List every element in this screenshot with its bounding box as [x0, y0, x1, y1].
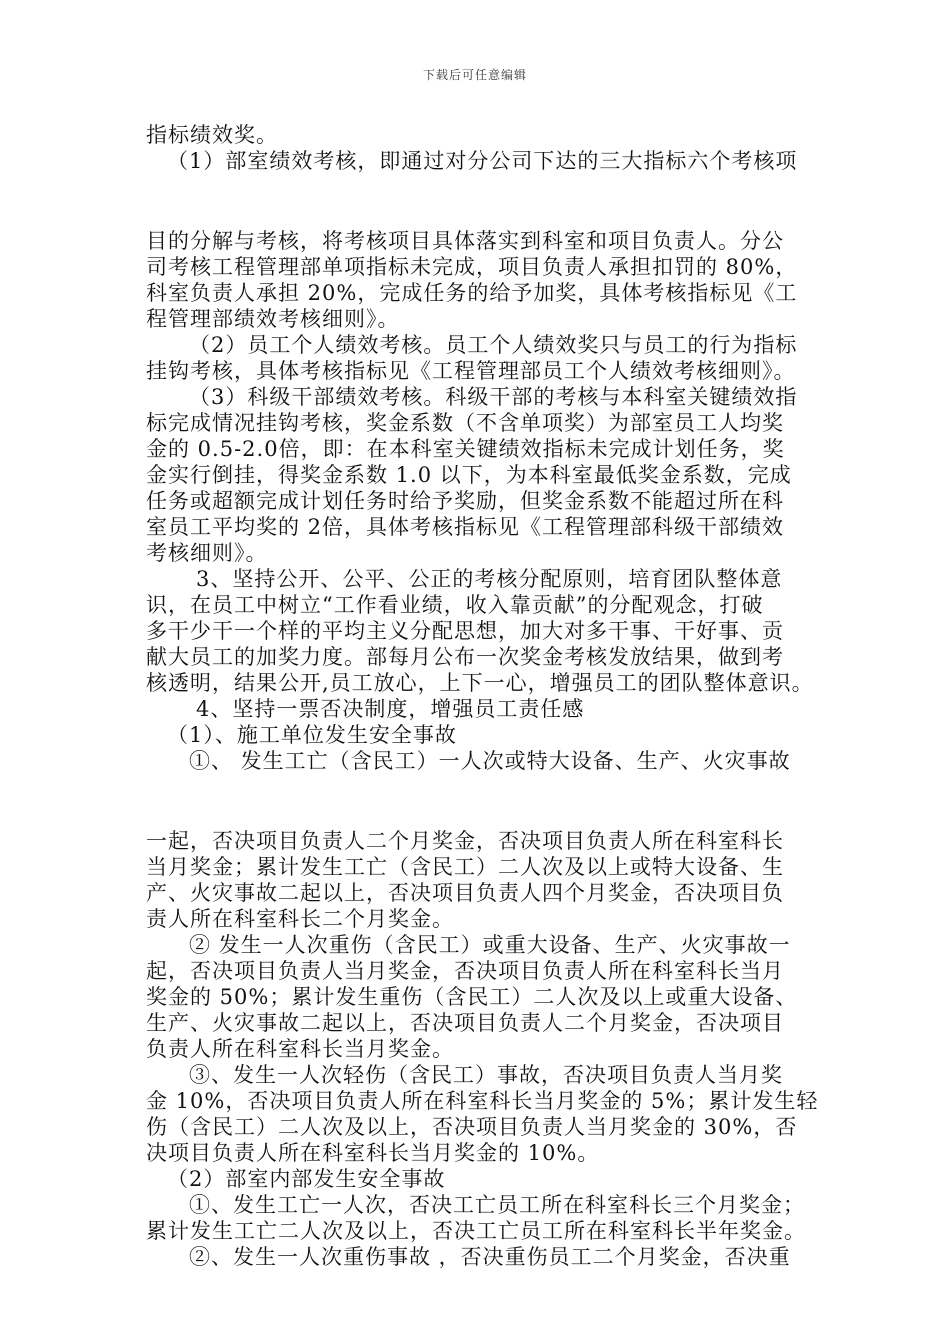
text-line: 金实行倒挂，得奖金系数 1.0 以下，为本科室最低奖金系数，完成	[146, 463, 792, 487]
text-line: 考核细则》。	[146, 541, 268, 565]
text-line: 室员工平均奖的 2倍，具体考核指标见《工程管理部科级干部绩效	[146, 515, 785, 539]
text-line: 一起，否决项目负责人二个月奖金，否决项目负责人所在科室科长	[146, 829, 784, 853]
text-line: 当月奖金；累计发生工亡（含民工）二人次及以上或特大设备、生	[146, 855, 784, 879]
text-line: 献大员工的加奖力度。部每月公布一次奖金考核发放结果，做到考	[146, 645, 784, 669]
text-line: 3、坚持公开、公平、公正的考核分配原则，培育团队整体意	[196, 567, 783, 591]
text-line: 累计发生工亡二人次及以上，否决工亡员工所在科室科长半年奖金。	[146, 1219, 806, 1243]
page-header: 下载后可任意编辑	[422, 68, 527, 82]
text-line: ②、发生一人次重伤事故 ，否决重伤员工二个月奖金，否决重	[189, 1245, 791, 1269]
text-line: 生产、火灾事故二起以上，否决项目负责人二个月奖金，否决项目	[146, 1011, 784, 1035]
text-line: 指标绩效奖。	[146, 123, 278, 147]
text-line: 金 10%，否决项目负责人所在科室科长当月奖金的 5%；累计发生轻	[146, 1089, 819, 1113]
text-line: （3）科级干部绩效考核。科级干部的考核与本科室关键绩效指	[189, 385, 798, 409]
text-line: 科室负责人承担 20%，完成任务的给予加奖，具体考核指标见《工	[146, 281, 798, 305]
text-line: 决项目负责人所在科室科长当月奖金的 10%。	[146, 1141, 600, 1165]
text-line: 产、火灾事故二起以上，否决项目负责人四个月奖金，否决项目负	[146, 881, 784, 905]
text-line: 起，否决项目负责人当月奖金，否决项目负责人所在科室科长当月	[146, 959, 784, 983]
text-line: 挂钩考核，具体考核指标见《工程管理部员工个人绩效考核细则》。	[146, 359, 796, 383]
text-line: （1）、施工单位发生安全事故	[167, 723, 457, 747]
text-line: 责人所在科室科长二个月奖金。	[146, 907, 454, 931]
text-line: 伤（含民工）二人次及以上，否决项目负责人当月奖金的 30%，否	[146, 1115, 798, 1139]
text-line: 奖金的 50%；累计发生重伤（含民工）二人次及以上或重大设备、	[146, 985, 798, 1009]
text-line: 核透明，结果公开,员工放心，上下一心，增强员工的团队整体意识。	[146, 671, 814, 695]
text-line: ③、发生一人次轻伤（含民工）事故，否决项目负责人当月奖	[189, 1063, 783, 1087]
text-line: 负责人所在科室科长当月奖金。	[146, 1037, 454, 1061]
text-line: （2）部室内部发生安全事故	[167, 1167, 446, 1191]
text-line: ①、发生工亡一人次，否决工亡员工所在科室科长三个月奖金；	[189, 1193, 805, 1217]
text-line: 标完成情况挂钩考核，奖金系数（不含单项奖）为部室员工人均奖	[146, 411, 784, 435]
text-line: ①、 发生工亡（含民工）一人次或特大设备、生产、火灾事故	[189, 749, 791, 773]
text-line: （1）部室绩效考核，即通过对分公司下达的三大指标六个考核项	[167, 149, 798, 173]
text-line: （2）员工个人绩效考核。员工个人绩效奖只与员工的行为指标	[189, 333, 798, 357]
text-line: 4、坚持一票否决制度，增强员工责任感	[196, 697, 585, 721]
text-line: 金的 0.5-2.0倍，即：在本科室关键绩效指标未完成计划任务，奖	[146, 437, 785, 461]
text-line: 目的分解与考核，将考核项目具体落实到科室和项目负责人。分公	[146, 229, 784, 253]
text-line: 程管理部绩效考核细则》。	[146, 307, 400, 331]
text-line: 司考核工程管理部单项指标未完成，项目负责人承担扣罚的 80%，	[146, 255, 798, 279]
text-line: 识，在员工中树立“工作看业绩，收入靠贡献”的分配观念，打破	[146, 593, 764, 617]
text-line: ② 发生一人次重伤（含民工）或重大设备、生产、火灾事故一	[189, 933, 791, 957]
text-line: 任务或超额完成计划任务时给予奖励，但奖金系数不能超过所在科	[146, 489, 784, 513]
text-line: 多干少干一个样的平均主义分配思想，加大对多干事、干好事、贡	[146, 619, 784, 643]
